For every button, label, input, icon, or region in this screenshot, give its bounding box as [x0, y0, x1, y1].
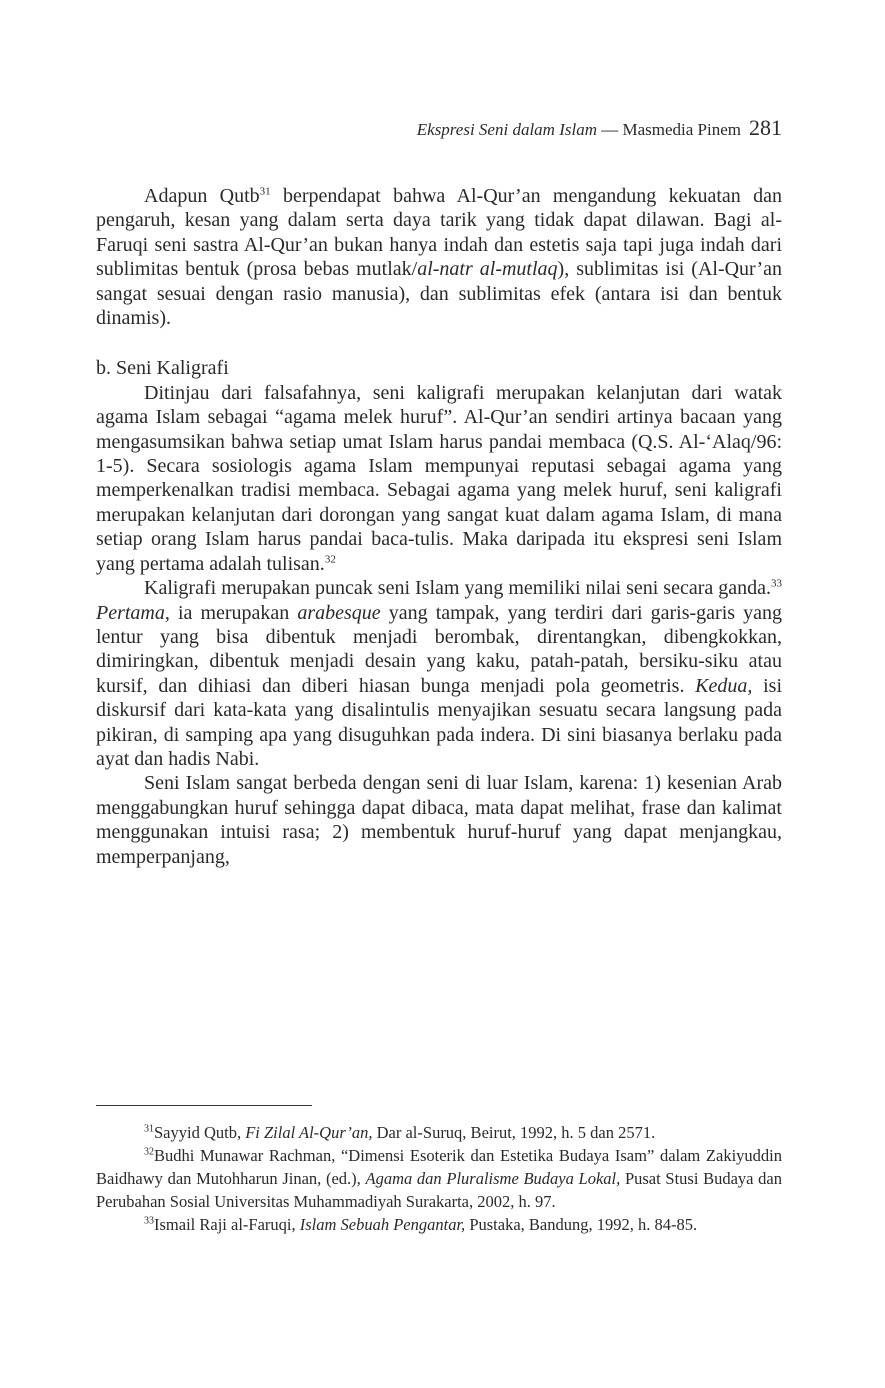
text-run: yang tampak, yang terdiri dari garis-garis yang lentur yang bisa dibentuk menjadi berombak, direntangkan, dibengkokkan, dimiringkan, dibentuk menjadi desain yang kaku, patah-patah, bersiku-siku atau kursif, dan dihiasi dan diberi hiasan bunga menjadi pola geometris.: [96, 601, 782, 697]
italic-term: arabesque: [297, 601, 381, 624]
footnote-32: [96, 1144, 782, 1213]
footnote-number: 31: [144, 1123, 154, 1135]
text-run: ia merupakan: [169, 601, 298, 624]
italic-term: Pertama,: [96, 601, 170, 624]
header-author: Masmedia Pinem: [622, 120, 741, 139]
footnotes: [96, 1121, 782, 1236]
text-run: Ditinjau dari falsafahnya, seni kaligrafi merupakan kelanjutan dari watak agama Islam sebagai “agama melek huruf”. Al-Qur’an sendiri artinya bacaan yang mengasumsikan bahwa setiap umat Islam harus pandai membaca (Q.S. Al-‘Alaq/96: 1-5). Secara sosiologis agama Islam mempunyai reputasi sebagai agama yang memperkenalkan tradisi membaca. Sebagai agama yang melek huruf, seni kaligrafi merupakan kelanjutan dari dorongan yang sangat kuat dalam agama Islam, di mana setiap orang Islam harus pandai baca-tulis. Maka daripada itu ekspresi seni Islam yang pertama adalah tulisan.: [96, 381, 782, 575]
footnote-number: 32: [144, 1146, 154, 1158]
italic-title: Agama dan Pluralisme Budaya Lokal,: [365, 1169, 621, 1188]
text-run: Pustaka, Bandung, 1992, h. 84-85.: [465, 1215, 698, 1234]
page-number: 281: [749, 115, 782, 140]
footnote-divider: [96, 1105, 312, 1106]
italic-term: Kedua,: [695, 674, 753, 697]
italic-term: al-natr al-mutlaq: [417, 258, 558, 281]
header-title: Ekspresi Seni dalam Islam: [416, 120, 597, 139]
footnote-number: 33: [144, 1215, 154, 1227]
text-run: Ismail Raji al-Faruqi,: [154, 1215, 300, 1234]
main-text: [96, 184, 782, 869]
text-run: Dar al-Suruq, Beirut, 1992, h. 5 dan 2571.: [372, 1123, 656, 1142]
section-heading-kaligrafi: b. Seni Kaligrafi: [96, 357, 229, 380]
text-run: berpendapat bahwa Al-Qur’an mengandung kekuatan dan pengaruh, kesan yang dalam serta daya tarik yang tidak dapat dilawan. Bagi al-Faruqi seni sastra Al-Qur’an bukan hanya indah dan estetis saja tapi juga indah dari sublimitas bentuk (prosa bebas mutlak/: [96, 185, 782, 281]
text-run: Kaligrafi merupakan puncak seni Islam yang memiliki nilai seni secara ganda.: [144, 577, 772, 600]
text-run: isi diskursif dari kata-kata yang disalintulis menyajikan sesuatu secara langsung pada pikiran, di samping apa yang disuguhkan pada indera. Di sini biasanya berlaku pada ayat dan hadis Nabi.: [96, 674, 782, 770]
footnote-33: [96, 1213, 782, 1236]
paragraph-nilai-ganda: [96, 576, 782, 771]
text-run: Adapun Qutb: [144, 185, 260, 207]
paragraph-perbedaan: Seni Islam sangat berbeda dengan seni di luar Islam, karena: 1) kesenian Arab menggabungkan huruf sehingga dapat dibaca, mata dapat melihat, frase dan kalimat menggunakan intuisi rasa; 2) membentuk huruf-huruf yang dapat menjangkau, memperpanjang,: [96, 772, 782, 868]
footnote-ref-33: 33: [771, 577, 783, 590]
italic-title: Islam Sebuah Pengantar,: [299, 1215, 466, 1234]
text-run: Sayyid Qutb,: [154, 1123, 246, 1142]
text-run: ), sublimitas isi (Al-Qur’an sangat sesuai dengan rasio manusia), dan sublimitas efek (antara isi dan bentuk dinamis).: [96, 258, 782, 330]
running-header: [417, 116, 782, 142]
footnote-ref-32: 32: [324, 553, 336, 566]
text-run: Pusat Stusi Budaya dan Perubahan Sosial Universitas Muhammadiyah Surakarta, 2002, h. 97.: [96, 1169, 782, 1211]
paragraph-qutb: [96, 184, 782, 330]
text-run: Budhi Munawar Rachman, “Dimensi Esoterik dan Estetika Budaya Isam” dalam Zakiyuddin Baidhawy dan Mutohharun Jinan, (ed.),: [96, 1146, 782, 1188]
header-separator: —: [596, 120, 623, 139]
paragraph-falsafah: [96, 381, 782, 576]
italic-title: Fi Zilal Al-Qur’an,: [245, 1123, 373, 1142]
footnote-31: [96, 1121, 782, 1144]
footnote-ref-31: 31: [259, 185, 271, 198]
